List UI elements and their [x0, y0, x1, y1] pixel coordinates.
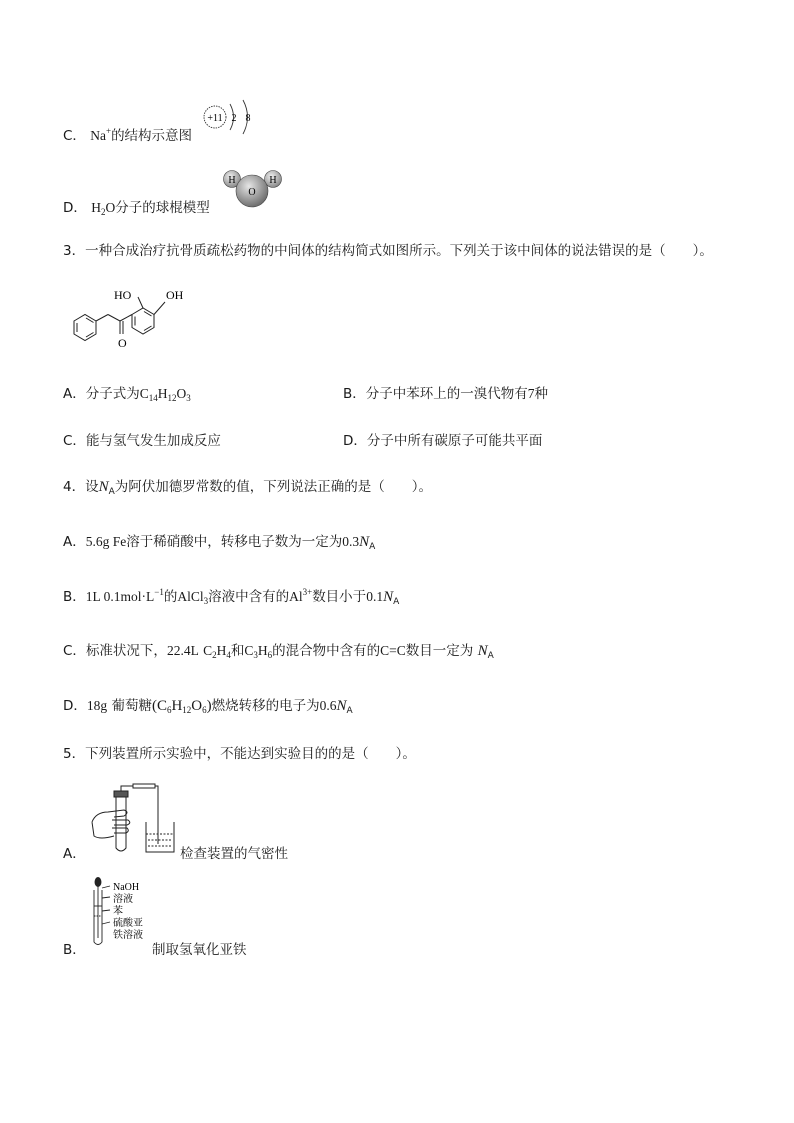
option-4b: B．1L $0.1mol\cdot L^{-1}$的AlCl$_3$溶液中含有的$Al^{3+}$数目小于$0.1N_A$	[63, 587, 400, 607]
nucleus-charge: +11	[207, 113, 223, 124]
stem-text: 为阿伏加德罗常数的值，下列说法正确的是（ ）。	[114, 479, 433, 495]
option-4c: C．标准状况下，22.4L $C_2H_4$和$C_3H_6$的混合物中含有的C=C数目一定为 $N_A$	[63, 643, 494, 661]
quantity: 18g	[86, 698, 108, 713]
atom-h-right: H	[269, 175, 277, 186]
value: 0.6	[319, 698, 337, 713]
molecule-structure	[68, 283, 218, 353]
question-4-stem: 4．设$N_A$为阿伏加德罗常数的值，下列说法正确的是（ ）。	[63, 479, 433, 497]
hydroxyl-label-1: HO	[114, 288, 132, 302]
option-label: C．	[63, 643, 86, 659]
shell-1-count: 2	[231, 113, 237, 124]
option-text: 分子式为	[85, 386, 140, 402]
na-ion-structure-diagram	[200, 98, 262, 138]
water-ball-stick-model	[222, 167, 284, 213]
option-text: 燃烧转移的电子为	[211, 698, 320, 714]
al-ion: $Al^{3+}$	[289, 587, 313, 604]
option-label: B．	[343, 386, 366, 402]
question-5-stem: 5．下列装置所示实验中，不能达到实验目的的是（ ）。	[63, 746, 416, 762]
option-label: B．	[63, 942, 86, 958]
option-label: A．	[63, 846, 86, 862]
carbonyl-oxygen-label: O	[118, 336, 127, 350]
value: 0.3	[342, 534, 360, 549]
avogadro-symbol: N	[383, 589, 394, 605]
question-3-stem: 3．一种合成治疗抗骨质疏松药物的中间体的结构简式如图所示。下列关于该中间体的说法错误的是（ ）。	[63, 243, 713, 259]
option-4d: D．18g 葡萄糖$(C_6H_{12}O_6)$燃烧转移的电子为$0.6N_A$	[63, 698, 353, 716]
option-3b	[343, 385, 548, 403]
option-text: 分子中苯环上的一溴代物有	[365, 386, 528, 402]
atom-h-left: H	[228, 175, 236, 186]
option-3d	[343, 432, 542, 450]
option-text: 数目小于	[312, 589, 367, 605]
option-text: 数目一定为	[405, 643, 474, 659]
airtightness-apparatus-figure	[88, 782, 180, 858]
option-text: 分子的球棍模型	[115, 200, 210, 216]
atom-o: O	[248, 187, 256, 198]
option-label: D．	[63, 698, 87, 714]
quantity: 5.6g Fe	[85, 534, 127, 549]
double-bond: C=C	[380, 643, 406, 658]
option-3c	[63, 432, 221, 450]
option-number: 7	[527, 386, 535, 401]
option-text: 的结构示意图	[111, 128, 193, 144]
hydroxyl-label-2: OH	[166, 288, 184, 302]
option-label: C．	[63, 128, 86, 144]
na-ion-formula: Na+	[90, 126, 112, 143]
ferrous-hydroxide-apparatus-figure	[86, 876, 156, 952]
option-text: 溶于稀硝酸中，转移电子数为一定为	[126, 534, 343, 550]
option-label: D．	[343, 433, 367, 449]
option-label: B．	[63, 589, 86, 605]
option-5a-caption: 检查装置的气密性	[180, 846, 288, 862]
glucose-formula: $(C_6H_{12}O_6)$	[151, 698, 212, 715]
option-text: 能与氢气发生加成反应	[85, 433, 221, 449]
avogadro-symbol: N	[359, 534, 370, 550]
ethene-formula: $C_2H_4$	[203, 643, 231, 660]
option-3a	[63, 385, 191, 403]
water-formula: $H_2O$	[91, 200, 116, 217]
value: 0.1	[366, 589, 384, 604]
avogadro-symbol: N	[98, 479, 109, 495]
stem-text: 4．设	[63, 479, 99, 495]
option-label: C．	[63, 433, 86, 449]
alcl3-formula: AlCl$_3$	[177, 589, 209, 606]
concentration-unit: $\cdot L^{-1}$	[141, 587, 164, 604]
option-text: 的混合物中含有的	[272, 643, 381, 659]
label-benzene: 苯	[113, 906, 123, 917]
option-5b	[63, 941, 86, 959]
option-label: A．	[63, 534, 86, 550]
avogadro-symbol: N	[477, 643, 488, 659]
propene-formula: $C_3H_6$	[244, 643, 273, 660]
option-text: 葡萄糖	[111, 698, 152, 714]
option-5a	[63, 845, 86, 863]
option-text: 和	[230, 643, 245, 659]
option-label: A．	[63, 386, 86, 402]
shell-2-count: 8	[245, 113, 251, 124]
option-2d	[63, 199, 210, 217]
option-2c	[63, 127, 192, 145]
label-ferrous-sulfate-2: 铁溶液	[113, 930, 143, 941]
option-text: 的	[163, 589, 178, 605]
avogadro-symbol: N	[336, 698, 347, 714]
label-naoh: NaOH	[113, 882, 140, 893]
option-4a: A．5.6g Fe溶于稀硝酸中，转移电子数为一定为$0.3N_A$	[63, 534, 376, 552]
molecular-formula: $C_{14}H_{12}O_3$	[139, 386, 191, 403]
option-text: 标准状况下，	[85, 643, 167, 659]
option-text: 溶液中含有的	[208, 589, 290, 605]
option-unit: 种	[534, 386, 549, 402]
quantity: 22.4L	[166, 643, 199, 658]
option-text: 分子中所有碳原子可能共平面	[366, 433, 543, 449]
option-5b-caption: 制取氢氧化亚铁	[152, 942, 247, 958]
label-ferrous-sulfate-1: 硫酸亚	[113, 918, 143, 929]
label-solution: 溶液	[113, 894, 133, 905]
quantity: 1L 0.1mol	[85, 589, 142, 604]
option-label: D．	[63, 200, 87, 216]
